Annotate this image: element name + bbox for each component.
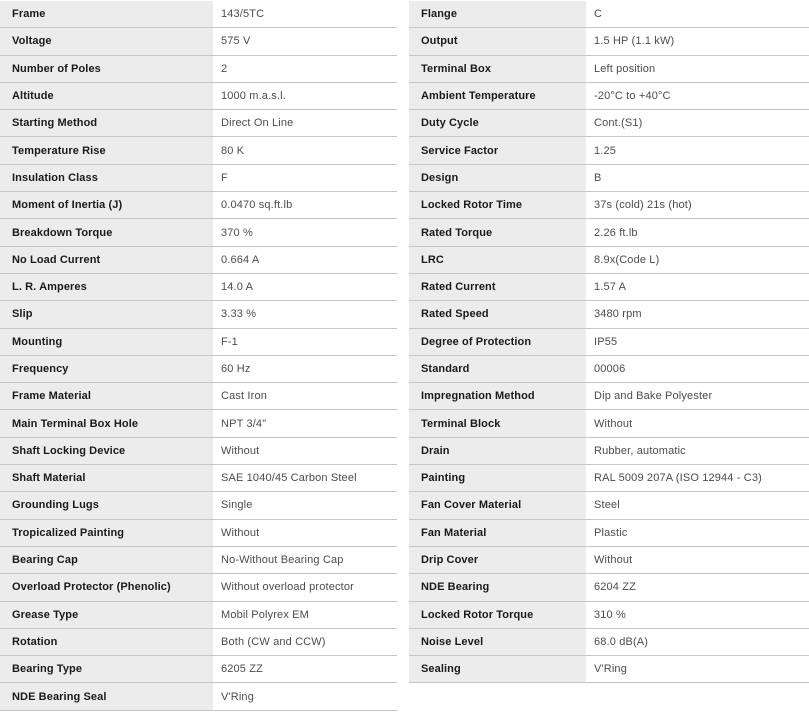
spec-label: Terminal Block [409, 410, 586, 436]
spec-row [409, 1, 809, 28]
spec-label: Locked Rotor Time [409, 192, 586, 218]
spec-value: Without [213, 520, 397, 546]
spec-table-left [0, 1, 397, 711]
spec-row [0, 683, 397, 710]
spec-row [0, 383, 397, 410]
spec-value: Dip and Bake Polyester [586, 383, 809, 409]
spec-value: NPT 3/4" [213, 410, 397, 436]
spec-value: 575 V [213, 28, 397, 54]
spec-row [409, 602, 809, 629]
spec-row [0, 329, 397, 356]
spec-label: Flange [409, 1, 586, 27]
spec-value: 2 [213, 56, 397, 82]
spec-row [409, 492, 809, 519]
spec-label: Drain [409, 438, 586, 464]
spec-value: 1000 m.a.s.l. [213, 83, 397, 109]
spec-row [0, 110, 397, 137]
spec-label: Bearing Type [0, 656, 213, 682]
spec-value: 80 K [213, 137, 397, 163]
spec-row [0, 410, 397, 437]
spec-label: Altitude [0, 83, 213, 109]
spec-label: Insulation Class [0, 165, 213, 191]
spec-label: Drip Cover [409, 547, 586, 573]
spec-label: Frequency [0, 356, 213, 382]
spec-label: L. R. Amperes [0, 274, 213, 300]
spec-value: Left position [586, 56, 809, 82]
spec-row [409, 465, 809, 492]
spec-value: Both (CW and CCW) [213, 629, 397, 655]
spec-value: C [586, 1, 809, 27]
spec-row [0, 192, 397, 219]
spec-value: Without overload protector [213, 574, 397, 600]
spec-label: Number of Poles [0, 56, 213, 82]
spec-value: V'Ring [586, 656, 809, 682]
spec-value: 310 % [586, 602, 809, 628]
spec-row [0, 574, 397, 601]
spec-label: Rotation [0, 629, 213, 655]
spec-value: 8.9x(Code L) [586, 247, 809, 273]
spec-row [0, 492, 397, 519]
spec-row [409, 219, 809, 246]
spec-row [409, 110, 809, 137]
spec-value: 68.0 dB(A) [586, 629, 809, 655]
spec-row [0, 301, 397, 328]
spec-value: IP55 [586, 329, 809, 355]
spec-row [409, 356, 809, 383]
spec-row [0, 83, 397, 110]
spec-label: NDE Bearing [409, 574, 586, 600]
spec-row [409, 274, 809, 301]
spec-row [0, 602, 397, 629]
spec-value: 1.57 A [586, 274, 809, 300]
spec-label: Slip [0, 301, 213, 327]
spec-label: Impregnation Method [409, 383, 586, 409]
spec-label: Shaft Material [0, 465, 213, 491]
spec-row [0, 520, 397, 547]
spec-value: V'Ring [213, 683, 397, 709]
spec-value: 1.25 [586, 137, 809, 163]
spec-value: 3.33 % [213, 301, 397, 327]
spec-row [0, 165, 397, 192]
spec-row [0, 438, 397, 465]
spec-row [409, 329, 809, 356]
spec-value: 3480 rpm [586, 301, 809, 327]
spec-row [409, 301, 809, 328]
spec-value: 14.0 A [213, 274, 397, 300]
spec-label: Tropicalized Painting [0, 520, 213, 546]
spec-row [409, 656, 809, 683]
spec-label: Frame Material [0, 383, 213, 409]
spec-label: Frame [0, 1, 213, 27]
spec-value: 370 % [213, 219, 397, 245]
spec-value: Without [586, 547, 809, 573]
spec-value: 60 Hz [213, 356, 397, 382]
spec-label: Voltage [0, 28, 213, 54]
spec-row [0, 219, 397, 246]
spec-value: 0.0470 sq.ft.lb [213, 192, 397, 218]
spec-label: Locked Rotor Torque [409, 602, 586, 628]
spec-label: Noise Level [409, 629, 586, 655]
spec-value: 37s (cold) 21s (hot) [586, 192, 809, 218]
spec-row [409, 438, 809, 465]
spec-value: SAE 1040/45 Carbon Steel [213, 465, 397, 491]
spec-row [409, 56, 809, 83]
spec-label: Mounting [0, 329, 213, 355]
spec-row [409, 28, 809, 55]
spec-label: Breakdown Torque [0, 219, 213, 245]
spec-label: Ambient Temperature [409, 83, 586, 109]
spec-value: 2.26 ft.lb [586, 219, 809, 245]
spec-value: RAL 5009 207A (ISO 12944 - C3) [586, 465, 809, 491]
spec-row [0, 547, 397, 574]
spec-label: Sealing [409, 656, 586, 682]
spec-value: 6204 ZZ [586, 574, 809, 600]
spec-value: Cont.(S1) [586, 110, 809, 136]
spec-row [0, 274, 397, 301]
spec-label: Output [409, 28, 586, 54]
spec-row [409, 410, 809, 437]
spec-row [409, 520, 809, 547]
spec-value: 1.5 HP (1.1 kW) [586, 28, 809, 54]
spec-row [0, 28, 397, 55]
spec-label: Design [409, 165, 586, 191]
spec-value: B [586, 165, 809, 191]
spec-row [409, 137, 809, 164]
spec-label: Moment of Inertia (J) [0, 192, 213, 218]
spec-value: Cast Iron [213, 383, 397, 409]
spec-row [409, 574, 809, 601]
spec-label: Painting [409, 465, 586, 491]
spec-label: Fan Cover Material [409, 492, 586, 518]
spec-label: Service Factor [409, 137, 586, 163]
spec-label: LRC [409, 247, 586, 273]
spec-value: Plastic [586, 520, 809, 546]
spec-label: Grounding Lugs [0, 492, 213, 518]
spec-row [409, 165, 809, 192]
spec-value: 143/5TC [213, 1, 397, 27]
spec-row [409, 383, 809, 410]
spec-value: Without [586, 410, 809, 436]
spec-row [0, 137, 397, 164]
spec-value: Steel [586, 492, 809, 518]
spec-table-right [409, 1, 809, 683]
spec-value: Without [213, 438, 397, 464]
spec-value: No-Without Bearing Cap [213, 547, 397, 573]
spec-label: Rated Current [409, 274, 586, 300]
spec-row [0, 1, 397, 28]
spec-label: Main Terminal Box Hole [0, 410, 213, 436]
spec-row [409, 192, 809, 219]
spec-value: Rubber, automatic [586, 438, 809, 464]
spec-row [0, 247, 397, 274]
spec-value: 0.664 A [213, 247, 397, 273]
spec-label: Fan Material [409, 520, 586, 546]
spec-label: Degree of Protection [409, 329, 586, 355]
spec-row [0, 56, 397, 83]
spec-row [0, 656, 397, 683]
spec-row [409, 83, 809, 110]
spec-label: Starting Method [0, 110, 213, 136]
spec-value: Direct On Line [213, 110, 397, 136]
spec-label: NDE Bearing Seal [0, 683, 213, 709]
spec-label: Temperature Rise [0, 137, 213, 163]
spec-label: Shaft Locking Device [0, 438, 213, 464]
spec-label: Rated Torque [409, 219, 586, 245]
spec-row [0, 465, 397, 492]
spec-row [409, 247, 809, 274]
spec-row [409, 547, 809, 574]
spec-value: Mobil Polyrex EM [213, 602, 397, 628]
spec-label: Terminal Box [409, 56, 586, 82]
spec-label: Grease Type [0, 602, 213, 628]
spec-value: -20°C to +40°C [586, 83, 809, 109]
spec-label: Rated Speed [409, 301, 586, 327]
spec-value: 6205 ZZ [213, 656, 397, 682]
spec-label: Overload Protector (Phenolic) [0, 574, 213, 600]
spec-label: Standard [409, 356, 586, 382]
spec-row [409, 629, 809, 656]
spec-row [0, 356, 397, 383]
spec-value: F-1 [213, 329, 397, 355]
spec-label: Bearing Cap [0, 547, 213, 573]
spec-label: No Load Current [0, 247, 213, 273]
spec-value: F [213, 165, 397, 191]
spec-row [0, 629, 397, 656]
spec-label: Duty Cycle [409, 110, 586, 136]
spec-value: 00006 [586, 356, 809, 382]
spec-value: Single [213, 492, 397, 518]
